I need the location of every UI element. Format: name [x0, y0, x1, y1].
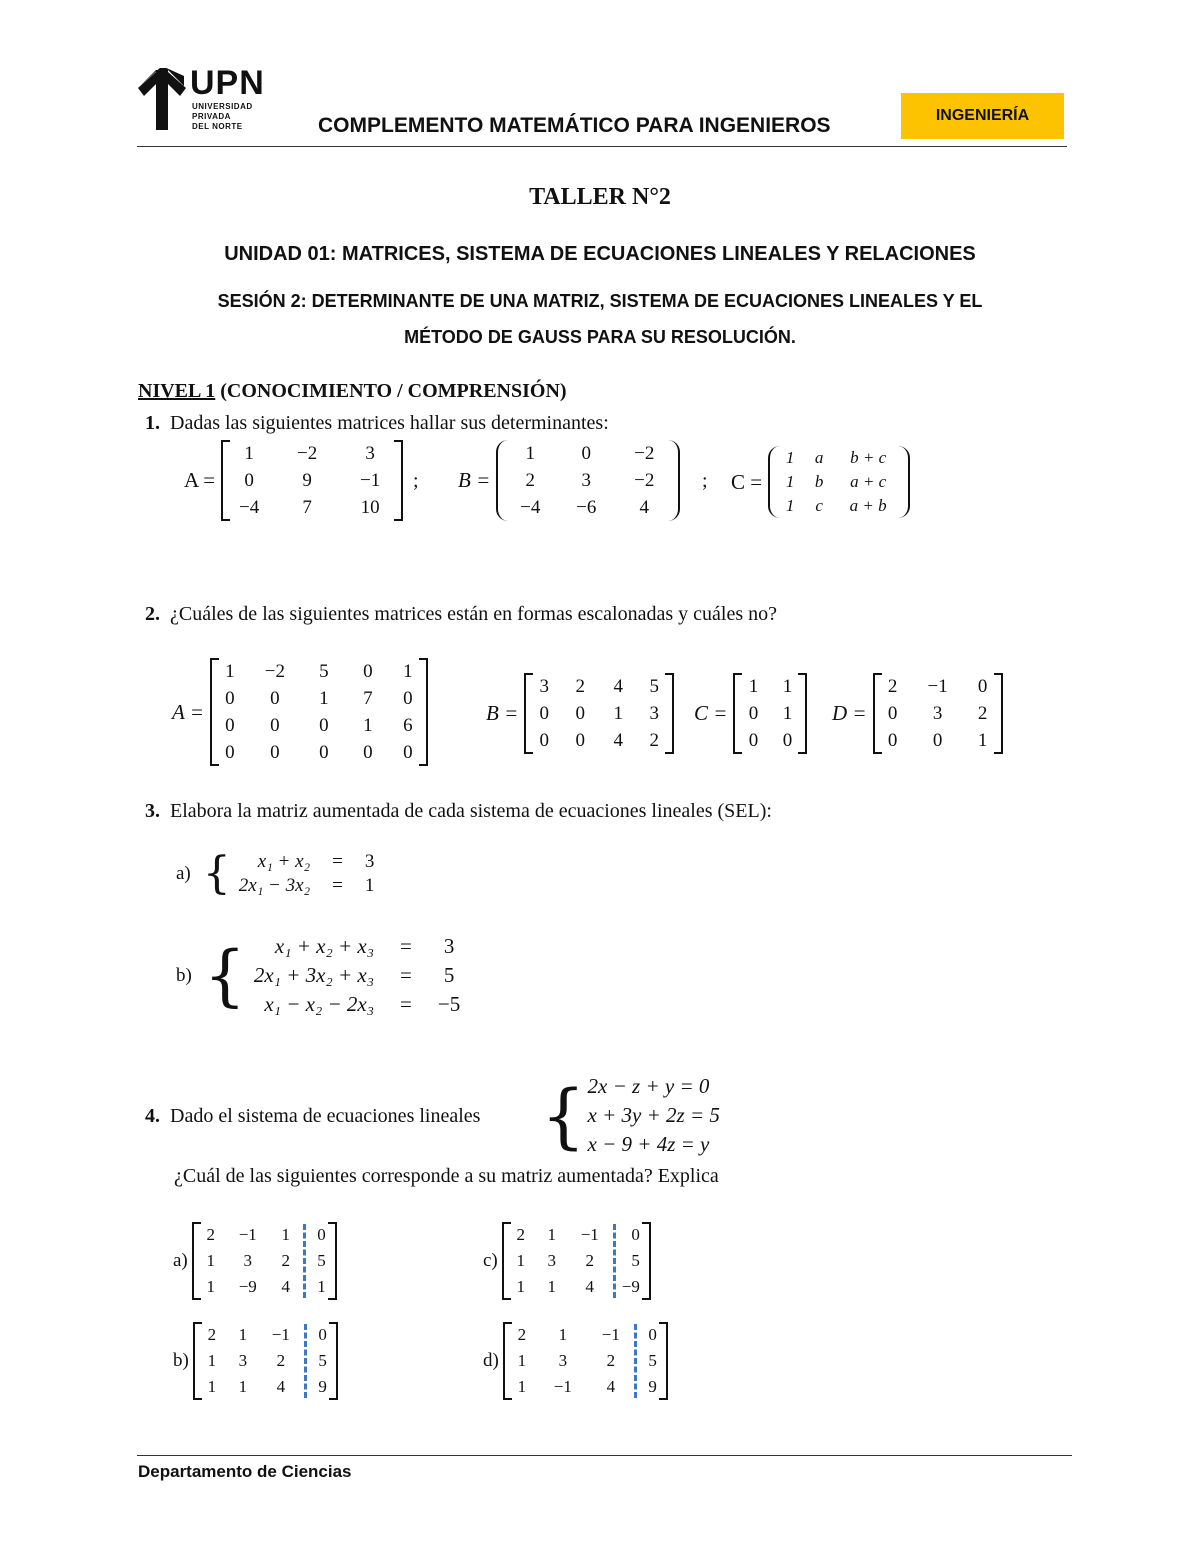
matrix-name: A = [172, 699, 204, 724]
equals: = [400, 992, 412, 1016]
cell: 5 [649, 676, 659, 697]
cell: 1 [517, 1351, 527, 1370]
cell: 7 [363, 688, 373, 709]
cell: 1 [782, 676, 793, 697]
cell: a [814, 448, 824, 467]
system-equations [254, 932, 460, 1019]
cell: 4 [585, 1277, 595, 1296]
cell: 0 [977, 676, 988, 697]
cell: 2 [207, 1325, 217, 1344]
augmented-column [643, 1322, 659, 1400]
cell: 1 [238, 1325, 248, 1344]
cell: 1 [547, 1277, 557, 1296]
matrix-cells [230, 440, 394, 521]
logo-sub-1: UNIVERSIDAD [192, 102, 253, 111]
left-brace: { [203, 936, 246, 1014]
cell: a + b [849, 496, 887, 515]
cell: 0 [318, 1325, 327, 1344]
cell: 4 [281, 1277, 291, 1296]
matrix-q2-d [832, 673, 1003, 754]
page-title: TALLER N°2 [529, 184, 671, 210]
equation-lhs: x₁ + x₂ + x₃ [274, 934, 375, 958]
augmented-column [313, 1322, 329, 1400]
matrix-q1-b [458, 440, 680, 521]
option-d [483, 1322, 668, 1400]
matrix-q1-a [184, 440, 403, 521]
equation-rhs: 3 [364, 851, 375, 872]
cell: −6 [576, 497, 597, 518]
option-label: c) [483, 1250, 498, 1271]
level-description: (CONOCIMIENTO / COMPRENSIÓN) [215, 380, 567, 402]
question-4 [145, 1105, 480, 1128]
cell: 2 [977, 703, 988, 724]
cell: 5 [648, 1351, 657, 1370]
cell: 0 [539, 703, 549, 724]
matrix-cells [508, 440, 668, 521]
equation-rhs: −5 [437, 992, 461, 1016]
cell: 2 [525, 470, 535, 491]
cell: 3 [539, 676, 549, 697]
session-heading [0, 283, 1200, 355]
cell: −2 [634, 470, 655, 491]
cell: 0 [782, 730, 793, 751]
augmented-divider [303, 1224, 306, 1298]
logo-sub-2: PRIVADA [192, 112, 231, 121]
cell: 0 [631, 1225, 640, 1244]
system-a [176, 850, 374, 898]
matrix-cells [511, 1222, 607, 1300]
left-brace: { [541, 1074, 586, 1157]
cell: 1 [319, 688, 329, 709]
cell: 0 [539, 730, 549, 751]
matrix-name: C = [694, 701, 728, 725]
cell: 0 [270, 688, 280, 709]
cell: 2 [517, 1325, 527, 1344]
matrix-cells [780, 446, 898, 518]
equals: = [400, 934, 412, 958]
cell: 4 [606, 1377, 616, 1396]
augmented-divider [613, 1224, 616, 1298]
cell: 5 [318, 1351, 327, 1370]
cell: 0 [575, 703, 585, 724]
augmented-column [622, 1222, 642, 1300]
equation-rhs: 5 [443, 963, 455, 987]
cell: 6 [403, 715, 413, 736]
cell: 0 [225, 688, 235, 709]
question-number: 4. [145, 1105, 160, 1127]
cell: −2 [297, 443, 318, 464]
cell: 1 [206, 1277, 216, 1296]
cell: 3 [243, 1251, 253, 1270]
matrix-q2-b [486, 673, 674, 754]
left-brace: { [202, 848, 231, 899]
cell: 1 [206, 1251, 216, 1270]
matrix-q2-c [694, 673, 807, 754]
question-number: 1. [145, 412, 160, 434]
cell: 1 [238, 1377, 248, 1396]
cell: 0 [748, 703, 759, 724]
system-b [176, 932, 460, 1019]
cell: −9 [238, 1277, 257, 1296]
cell: 1 [517, 1377, 527, 1396]
equals: = [400, 963, 412, 987]
question-text: Dado el sistema de ecuaciones lineales [170, 1105, 481, 1127]
option-b [173, 1322, 338, 1400]
session-line-1: SESIÓN 2: DETERMINANTE DE UNA MATRIZ, SISTEMA DE ECUACIONES LINEALES Y EL [217, 291, 983, 311]
cell: a + c [850, 472, 887, 491]
cell: 2 [887, 676, 898, 697]
cell: 1 [785, 496, 795, 515]
system-equations [588, 1072, 720, 1159]
cell: −2 [634, 443, 655, 464]
separator: ; [702, 470, 708, 492]
cell: 9 [302, 470, 312, 491]
question-1 [145, 412, 609, 435]
cell: 1 [613, 703, 623, 724]
unit-heading: UNIDAD 01: MATRICES, SISTEMA DE ECUACIONES LINEALES Y RELACIONES [224, 243, 976, 265]
cell: 0 [887, 703, 898, 724]
option-c [483, 1222, 651, 1300]
session-line-2: MÉTODO DE GAUSS PARA SU RESOLUCIÓN. [404, 327, 796, 347]
cell: 1 [977, 730, 988, 751]
cell: 0 [319, 742, 329, 763]
cell: −1 [601, 1325, 620, 1344]
cell: 0 [581, 443, 591, 464]
cell: 1 [748, 676, 759, 697]
equation-rhs: 1 [364, 875, 375, 896]
cell: 9 [648, 1377, 657, 1396]
cell: 1 [207, 1377, 217, 1396]
cell: 1 [281, 1225, 291, 1244]
question-number: 3. [145, 800, 160, 822]
cell: 0 [748, 730, 759, 751]
cell: 0 [363, 742, 373, 763]
matrix-cells [742, 673, 798, 754]
footer-divider [137, 1455, 1072, 1456]
question-text: ¿Cuáles de las siguientes matrices están en formas escalonadas y cuáles no? [170, 603, 778, 625]
cell: 2 [516, 1225, 526, 1244]
cell: 2 [649, 730, 659, 751]
matrix-cells [202, 1322, 298, 1400]
faculty-badge: INGENIERÍA [901, 93, 1064, 139]
cell: 2 [585, 1251, 595, 1270]
cell: −4 [239, 497, 260, 518]
question-2 [145, 603, 777, 626]
cell: 1 [785, 472, 795, 491]
cell: −2 [264, 661, 285, 682]
cell: 2 [606, 1351, 616, 1370]
logo-text: UPN [190, 64, 265, 102]
equation: x − 9 + 4z = y [587, 1132, 710, 1156]
cell: 1 [516, 1277, 526, 1296]
level-heading [138, 380, 567, 403]
level-label: NIVEL 1 [138, 380, 216, 402]
cell: 2 [276, 1351, 286, 1370]
cell: −1 [271, 1325, 290, 1344]
cell: −1 [360, 470, 381, 491]
cell: 2 [281, 1251, 291, 1270]
cell: 1 [547, 1225, 557, 1244]
cell: 2 [575, 676, 585, 697]
matrix-q1-c [731, 446, 910, 518]
cell: −9 [621, 1277, 640, 1296]
cell: 3 [365, 443, 375, 464]
cell: 2 [206, 1225, 216, 1244]
cell: 3 [547, 1251, 557, 1270]
footer-text: Departamento de Ciencias [138, 1462, 352, 1481]
option-label: a) [173, 1250, 188, 1271]
logo-sub-3: DEL NORTE [192, 122, 243, 131]
cell: 3 [558, 1351, 568, 1370]
augmented-divider [634, 1324, 637, 1398]
option-label: b) [173, 1350, 189, 1371]
cell: 1 [782, 703, 793, 724]
matrix-cells [533, 673, 665, 754]
equation-lhs: x₁ + x₂ [257, 851, 311, 872]
cell: 0 [403, 742, 413, 763]
cell: b [814, 472, 824, 491]
cell: 0 [648, 1325, 657, 1344]
cell: −1 [927, 676, 948, 697]
matrix-name: A = [184, 468, 216, 492]
equation: x + 3y + 2z = 5 [587, 1103, 720, 1127]
matrix-cells [882, 673, 994, 754]
system-equations [239, 850, 375, 898]
equation-lhs: x₁ − x₂ − 2x₃ [264, 992, 375, 1016]
separator: ; [413, 470, 419, 492]
cell: 1 [225, 661, 235, 682]
cell: 3 [238, 1351, 248, 1370]
equals: = [332, 851, 343, 872]
cell: 0 [244, 470, 254, 491]
equals: = [332, 875, 343, 896]
cell: 4 [276, 1377, 286, 1396]
cell: 10 [360, 497, 380, 518]
cell: 1 [516, 1251, 526, 1270]
cell: c [815, 496, 823, 515]
cell: 4 [613, 730, 623, 751]
header-title: COMPLEMENTO MATEMÁTICO PARA INGENIEROS [318, 114, 831, 137]
cell: 0 [225, 715, 235, 736]
upn-logo [138, 64, 278, 134]
cell: 0 [319, 715, 329, 736]
cell: 1 [207, 1351, 217, 1370]
cell: −1 [553, 1377, 572, 1396]
matrix-name: B = [458, 468, 491, 492]
cell: 0 [575, 730, 585, 751]
equation-lhs: 2x₁ + 3x₂ + x₃ [253, 963, 375, 987]
cell: 3 [932, 703, 943, 724]
cell: 7 [302, 497, 312, 518]
system-label: a) [176, 863, 191, 884]
cell: 0 [270, 715, 280, 736]
cell: 4 [639, 497, 649, 518]
equation: 2x − z + y = 0 [587, 1074, 710, 1098]
cell: 5 [319, 661, 329, 682]
equation-rhs: 3 [443, 934, 455, 958]
cell: 0 [887, 730, 898, 751]
option-a [173, 1222, 337, 1300]
cell: −1 [580, 1225, 599, 1244]
equation-lhs: 2x₁ − 3x₂ [238, 875, 311, 896]
cell: 3 [581, 470, 591, 491]
option-label: d) [483, 1350, 499, 1371]
matrix-name: C = [731, 469, 763, 494]
header-divider [137, 146, 1067, 147]
question-3 [145, 800, 772, 823]
cell: 1 [244, 443, 254, 464]
cell: 4 [613, 676, 623, 697]
system-label: b) [176, 964, 192, 986]
matrix-name: B = [486, 701, 519, 725]
cell: b + c [850, 448, 887, 467]
cell: 1 [363, 715, 373, 736]
cell: 9 [318, 1377, 327, 1396]
cell: −1 [238, 1225, 257, 1244]
matrix-cells [512, 1322, 628, 1400]
cell: 1 [525, 443, 535, 464]
cell: 5 [631, 1251, 640, 1270]
upn-torch-icon [138, 68, 186, 132]
question-number: 2. [145, 603, 160, 625]
matrix-q2-a [172, 658, 428, 766]
cell: 1 [403, 661, 413, 682]
augmented-column [312, 1222, 328, 1300]
cell: 0 [403, 688, 413, 709]
matrix-cells [201, 1222, 297, 1300]
cell: 1 [785, 448, 795, 467]
matrix-cells [219, 658, 419, 766]
cell: 0 [317, 1225, 326, 1244]
cell: 0 [270, 742, 280, 763]
cell: 5 [317, 1251, 326, 1270]
cell: −4 [520, 497, 541, 518]
q4-question: ¿Cuál de las siguientes corresponde a su matriz aumentada? Explica [174, 1165, 719, 1187]
question-text: Elabora la matriz aumentada de cada sistema de ecuaciones lineales (SEL): [170, 800, 772, 822]
cell: 0 [363, 661, 373, 682]
question-text: Dadas las siguientes matrices hallar sus determinantes: [170, 412, 609, 434]
cell: 1 [558, 1325, 568, 1344]
q4-system [541, 1072, 720, 1159]
cell: 0 [225, 742, 235, 763]
augmented-divider [304, 1324, 307, 1398]
cell: 0 [932, 730, 943, 751]
matrix-name: D = [832, 701, 867, 725]
cell: 3 [649, 703, 659, 724]
cell: 1 [317, 1277, 326, 1296]
